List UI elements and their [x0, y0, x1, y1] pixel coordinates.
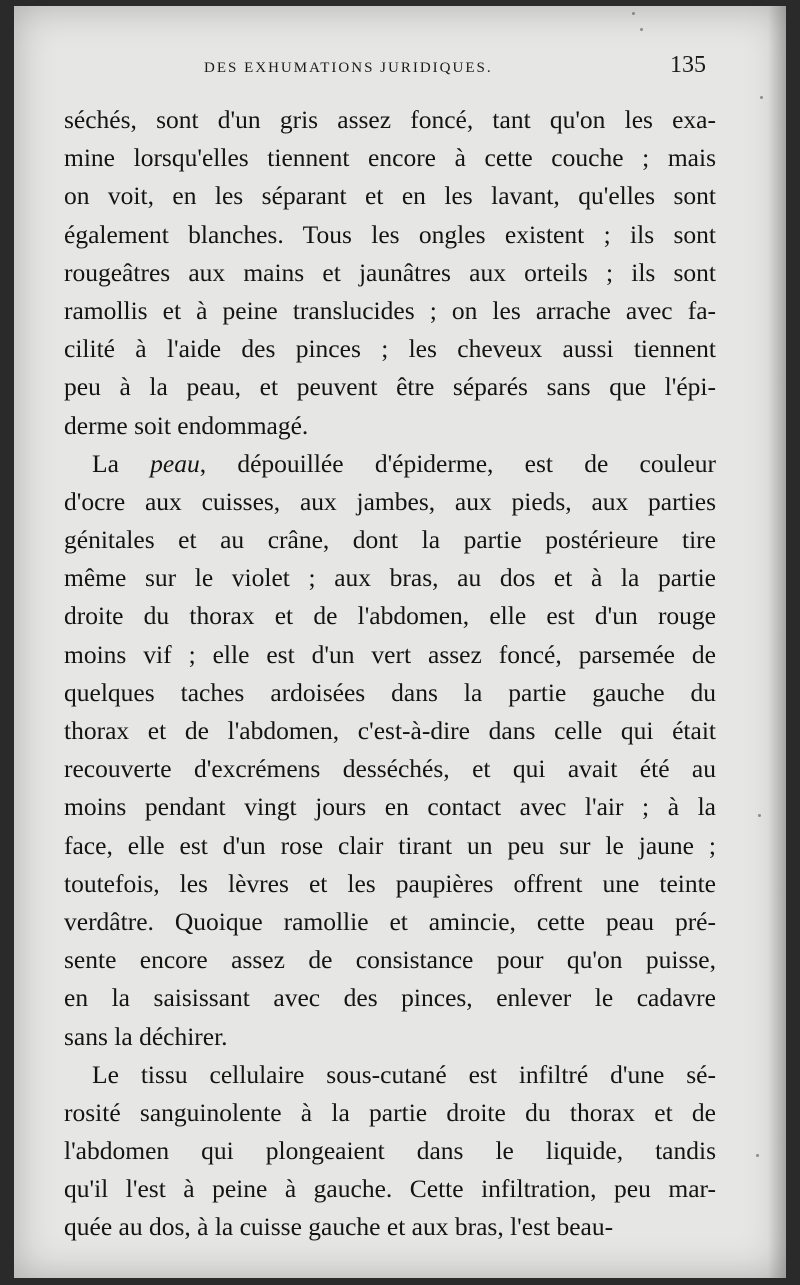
text-line: thorax et de l'abdomen, c'est-à-dire dans celle qui était [64, 716, 716, 745]
scan-speck [632, 12, 635, 15]
text-line: séchés, sont d'un gris assez foncé, tant qu'on les exa- [64, 105, 716, 134]
text-line: d'ocre aux cuisses, aux jambes, aux pieds, aux parties [64, 486, 716, 516]
page-number: 135 [670, 52, 706, 78]
text-line: qu'il l'est à peine à gauche. Cette infiltration, peu mar- [64, 1174, 716, 1204]
book-page [14, 6, 786, 1278]
text-line: mine lorsqu'elles tiennent encore à cette couche ; mais [64, 143, 716, 173]
text-line: peu à la peau, et peuvent être séparés sans que l'épi- [64, 372, 716, 402]
text-line: sans la déchirer. [64, 1021, 228, 1051]
scan-speck [640, 28, 643, 31]
text-line: cilité à l'aide des pinces ; les cheveux aussi tiennent [64, 334, 716, 364]
text-line: même sur le violet ; aux bras, au dos et à la partie [64, 563, 716, 593]
text-line: quée au dos, à la cuisse gauche et aux bras, l'est beau- [64, 1212, 614, 1242]
text-line: en la saisissant avec des pinces, enlever le cadavre [64, 983, 716, 1013]
text-line: rougeâtres aux mains et jaunâtres aux orteils ; ils sont [64, 257, 716, 287]
text-line: quelques taches ardoisées dans la partie gauche du [64, 677, 716, 707]
scan-shadow [768, 6, 786, 1278]
text-line: ramollis et à peine translucides ; on les arrache avec fa- [64, 295, 716, 325]
scan-speck [756, 1154, 759, 1157]
text-line: La peau, dépouillée d'épiderme, est de couleur [92, 448, 716, 478]
scan-speck [760, 96, 763, 99]
text-line: verdâtre. Quoique ramollie et amincie, cette peau pré- [64, 906, 716, 936]
text-line: génitales et au crâne, dont la partie postérieure tire [64, 525, 716, 555]
text-line: l'abdomen qui plongeaient dans le liquide, tandis [64, 1136, 716, 1166]
scan-speck [758, 814, 761, 817]
text-line: moins vif ; elle est d'un vert assez foncé, parsemée de [64, 639, 716, 669]
text-line: recouverte d'excrémens desséchés, et qui avait été au [64, 754, 716, 784]
text-line: droite du thorax et de l'abdomen, elle est d'un rouge [64, 601, 716, 631]
running-head [54, 54, 714, 84]
text-line: moins pendant vingt jours en contact avec l'air ; à la [64, 792, 716, 822]
text-line: rosité sanguinolente à la partie droite du thorax et de [64, 1097, 716, 1127]
text-line: toutefois, les lèvres et les paupières offrent une teinte [64, 868, 716, 898]
text-line: sente encore assez de consistance pour qu'on puisse, [64, 945, 716, 975]
running-title: DES EXHUMATIONS JURIDIQUES. [204, 60, 493, 76]
text-line: également blanches. Tous les ongles existent ; ils sont [64, 219, 716, 249]
text-line: on voit, en les séparant et en les lavant, qu'elles sont [64, 181, 716, 211]
text-line: derme soit endommagé. [64, 410, 309, 440]
text-line: face, elle est d'un rose clair tirant un peu sur le jaune ; [64, 830, 716, 860]
text-line: Le tissu cellulaire sous-cutané est infiltré d'une sé- [92, 1059, 716, 1089]
body-text [64, 101, 716, 1247]
